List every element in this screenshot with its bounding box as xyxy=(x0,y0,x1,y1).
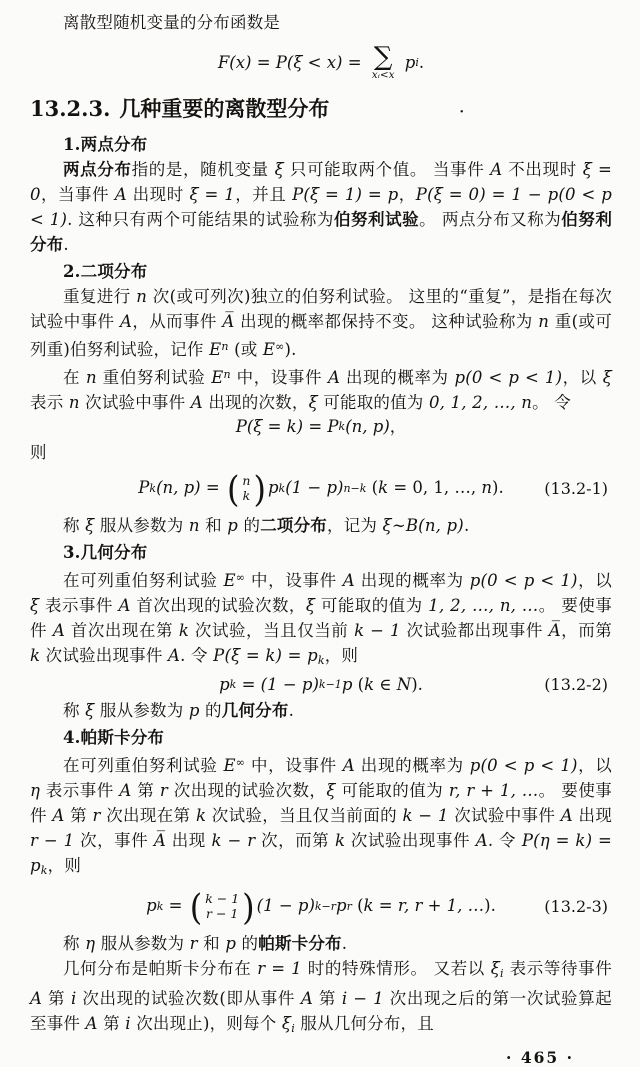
subsection-3-heading: 3.几何分布 xyxy=(63,542,148,562)
equation-body: P k (n, p) = ( n k ) p k (1 − p) n−k ( k = 0, 1, …, n ). xyxy=(138,467,504,511)
page-number: · 465 · xyxy=(506,1047,574,1067)
section-title: 几种重要的离散型分布 xyxy=(119,96,330,121)
equation-body: p k = ( k − 1 r − 1 ) (1 − p) k−r p r ( k = r, r + 1, … ). xyxy=(146,885,496,929)
intro-line: 离散型随机变量的分布函数是 xyxy=(63,13,281,32)
equation-13-2-3 xyxy=(30,886,612,928)
subsection-4-heading: 4.帕斯卡分布 xyxy=(63,727,165,747)
equation-number: (13.2-3) xyxy=(544,896,608,916)
then-connector: 则 xyxy=(30,442,47,462)
paragraph-binomial-count: 在 n 重伯努利试验 $E^n$ 中，设事件 A 出现的概率为 p(0 < p < 1)，以 ξ 表示 n 次试验中事件 A 出现的次数，ξ 可能取的值为 0, 1, 2, …, n。 令 xyxy=(30,368,612,412)
paragraph-geometric-name: 称 ξ 服从参数为 p 的几何分布. xyxy=(63,700,295,720)
paragraph-two-point: 两点分布指的是，随机变量 ξ 只可能取两个值。 当事件 A 不出现时 ξ = 0，当事件 A 出现时 ξ = 1，并且 P(ξ = 1) = p，P(ξ = 0) = 1 − p(0 < p < 1). 这种只有两个可能结果的试验称为伯努利试验。 两点分布又称为伯努利分布. xyxy=(30,160,613,254)
paragraph-geometric-special-case: 几何分布是帕斯卡分布在 r = 1 时的特殊情形。 又若以 $\xi_i$ 表示等待事件 A 第 i 次出现的试验次数(即从事件 A 第 i − 1 次出现之后的第一次试验算起至事件 A 第 i 次出现止)，则每个 $\xi_i$ 服从几何分布，且 xyxy=(30,958,613,1035)
equation-number: (13.2-2) xyxy=(544,675,608,695)
equation-body: p k = (1 − p) k−1 p ( k ∈ N ). xyxy=(219,674,423,694)
subsection-2-heading: 2.二项分布 xyxy=(63,262,148,281)
equation-number: (13.2-1) xyxy=(544,478,608,498)
section-number: 13.2.3. xyxy=(30,96,111,121)
paragraph-geometric: 在可列重伯努利试验 E∞ 中，设事件 A 出现的概率为 p(0 < p < 1)，以 ξ 表示事件 A 首次出现的试验次数，ξ 可能取的值为 1, 2, …, n, …。 要使事件 A 首次出现在第 k 次试验，当且仅当前 k − 1 次试验都出现事件 A̅，而第 k 次试验出现事件 A. 令 $P(\xi = k) = p_k$，则 xyxy=(30,570,613,667)
formula-distribution-function xyxy=(30,40,612,86)
paragraph-pascal: 在可列重伯努利试验 E∞ 中，设事件 A 出现的概率为 p(0 < p < 1)，以 η 表示事件 A 第 r 次出现的试验次数，ξ 可能取的值为 r, r + 1, …。 要使事件 A 第 r 次出现在第 k 次试验，当且仅当前面的 k − 1 次试验中事件 A 出现 r − 1 次，事件 A̅ 出现 k − r 次，而第 k 次试验出现事件 A. 令 $P(\eta = k) = p_k$，则 xyxy=(30,755,613,877)
stray-ink-mark: · xyxy=(459,105,464,120)
formula-body: F(x) = P(ξ < x) = ∑ xᵢ<x p i . xyxy=(217,42,425,81)
formula-pk-definition xyxy=(30,418,612,437)
formula-body: P(ξ = k) = P k (n, p) ， xyxy=(235,417,407,436)
subsection-1-heading: 1.两点分布 xyxy=(63,135,148,154)
section-heading xyxy=(30,95,612,127)
paragraph-binomial-setup: 重复进行 n 次(或可列次)独立的伯努利试验。 这里的“重复”，是指在每次试验中事件 A，从而事件 A̅ 出现的概率都保持不变。 这种试验称为 n 重(或可列重)伯努利试验，记作 $E^n$ (或 E∞). xyxy=(30,287,612,359)
paragraph-pascal-name: 称 η 服从参数为 r 和 p 的帕斯卡分布. xyxy=(63,933,348,953)
equation-13-2-1 xyxy=(30,468,612,510)
equation-13-2-2 xyxy=(30,676,612,695)
paragraph-binomial-name: 称 ξ 服从参数为 n 和 p 的二项分布，记为 ξ∼B(n, p). xyxy=(63,515,470,535)
